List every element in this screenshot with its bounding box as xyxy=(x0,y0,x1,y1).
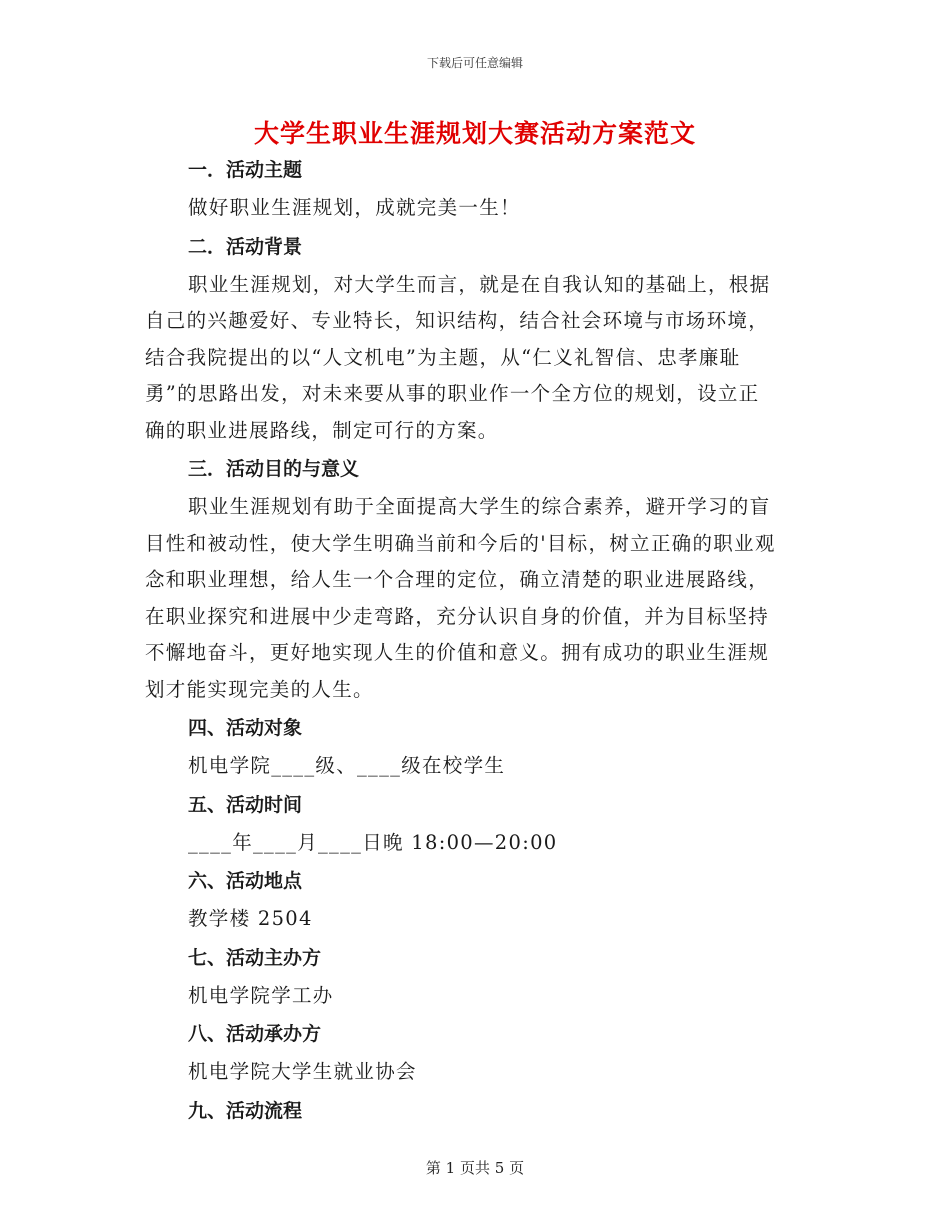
section-paragraph xyxy=(145,748,805,785)
section-heading: 一．活动主题 xyxy=(188,159,303,181)
paragraph-line: 不懈地奋斗，更好地实现人生的价值和意义。拥有成功的职业生涯规 xyxy=(145,641,770,664)
section-heading: 三．活动目的与意义 xyxy=(188,458,360,480)
paragraph-line: 职业生涯规划，对大学生而言，就是在自我认知的基础上，根据 xyxy=(188,272,771,296)
paragraph-line: 自己的兴趣爱好、专业特长，知识结构，结合社会环境与市场环境， xyxy=(145,309,770,332)
paragraph-line: 划才能实现完美的人生。 xyxy=(145,677,374,701)
paragraph-line: 机电学院学工办 xyxy=(188,983,334,1007)
section-heading: 八、活动承办方 xyxy=(188,1023,322,1045)
paragraph-line: 念和职业理想，给人生一个合理的定位，确立清楚的职业进展路线， xyxy=(145,568,770,591)
page-footer: 第 1 页共 5 页 xyxy=(425,1159,525,1177)
document-title: 大学生职业生涯规划大赛活动方案范文 xyxy=(253,119,696,148)
section-heading: 四、活动对象 xyxy=(188,717,303,739)
section-heading: 九、活动流程 xyxy=(188,1099,303,1122)
paragraph-line: ____年____月____日晚 18:00—20:00 xyxy=(188,830,558,854)
paragraph-line: 勇”的思路出发，对未来要从事的职业作一个全方位的规划，设立正 xyxy=(145,382,760,405)
section-paragraph xyxy=(145,489,805,708)
document-body xyxy=(145,152,805,1131)
section-heading: 七、活动主办方 xyxy=(188,946,322,969)
paragraph-line: 教学楼 2504 xyxy=(188,907,313,930)
paragraph-line: 职业生涯规划有助于全面提高大学生的综合素养，避开学习的盲 xyxy=(188,495,771,518)
paragraph-line: 做好职业生涯规划，成就完美一生！ xyxy=(188,196,521,219)
section-paragraph xyxy=(145,978,805,1015)
section-heading: 六、活动地点 xyxy=(188,870,303,892)
paragraph-line: 机电学院大学生就业协会 xyxy=(188,1060,417,1083)
section-paragraph xyxy=(145,825,805,862)
section-heading: 二．活动背景 xyxy=(188,235,303,258)
section-paragraph xyxy=(145,267,805,450)
paragraph-line: 目性和被动性，使大学生明确当前和今后的'目标，树立正确的职业观 xyxy=(145,531,776,555)
paragraph-line: 机电学院____级、____级在校学生 xyxy=(188,754,506,777)
paragraph-line: 在职业探究和进展中少走弯路，充分认识自身的价值，并为目标坚持 xyxy=(145,604,770,628)
section-paragraph xyxy=(145,190,805,227)
paragraph-line: 结合我院提出的以“人文机电”为主题，从“仁义礼智信、忠孝廉耻 xyxy=(145,345,741,369)
section-paragraph xyxy=(145,1054,805,1091)
paragraph-line: 确的职业进展路线，制定可行的方案。 xyxy=(145,418,499,442)
section-heading: 五、活动时间 xyxy=(188,793,303,816)
header-note: 下载后可任意编辑 xyxy=(426,56,523,70)
section-paragraph xyxy=(145,901,805,938)
